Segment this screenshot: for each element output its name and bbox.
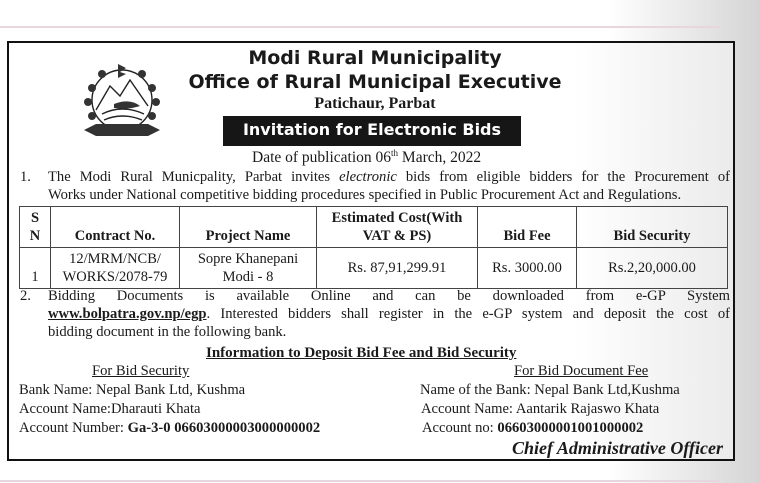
cell-contract-no: 12/MRM/NCB/ WORKS/2078-79 [51, 248, 180, 289]
office-name: Office of Rural Municipal Executive [188, 71, 562, 93]
bid-security-heading: For Bid Security [92, 363, 190, 379]
paragraph-1-line-1: The Modi Rural Municpality, Parbat invites electronic bids from eligible bidders for the Procurement of [48, 169, 730, 185]
paragraph-1-number: 1. [20, 169, 31, 185]
paragraph-2-line-1: Bidding Documents is available Online and can be downloaded from e-GP System [48, 288, 730, 304]
paragraph-2-line-2: www.bolpatra.gov.np/egp. Interested bidders shall register in the e-GP system and deposit the cost of [48, 306, 730, 322]
bid-document-fee-account-number: Account no: 06603000001001000002 [422, 420, 644, 436]
bid-document-fee-account-name: Account Name: Aantarik Rajaswo Khata [421, 401, 660, 417]
deposit-info-heading: Information to Deposit Bid Fee and Bid Security [206, 345, 517, 361]
bid-security-account-name: Account Name:Dharauti Khata [19, 401, 201, 417]
paragraph-1 [20, 168, 730, 204]
table-row [20, 248, 728, 289]
paragraph-2 [20, 287, 730, 343]
cell-sn: 1 [20, 248, 51, 289]
publication-date: Date of publication 06th March, 2022 [252, 148, 482, 167]
bolpatra-link[interactable]: www.bolpatra.gov.np/egp [48, 306, 207, 322]
table-header-row [20, 207, 728, 248]
header-estimated-cost: Estimated Cost(With VAT & PS) [317, 207, 478, 248]
header-contract-no: Contract No. [51, 207, 180, 248]
bottom-divider [0, 480, 720, 482]
paragraph-1-line-2: Works under National competitive bidding procedures specified in Public Procurement Act and Regulations. [48, 187, 682, 203]
cell-estimated-cost: Rs. 87,91,299.91 [317, 248, 478, 289]
invitation-banner: Invitation for Electronic Bids [223, 116, 521, 146]
header-bid-fee: Bid Fee [478, 207, 577, 248]
cell-project-name: Sopre Khanepani Modi - 8 [180, 248, 317, 289]
header-bid-security: Bid Security [577, 207, 728, 248]
header-sn: S N [20, 207, 51, 248]
location: Patichaur, Parbat [314, 95, 436, 112]
paragraph-2-line-3: bidding document in the following bank. [48, 324, 287, 340]
bid-security-bank-name: Bank Name: Nepal Bank Ltd, Kushma [19, 382, 246, 398]
signature-title: Chief Administrative Officer [512, 438, 723, 458]
cell-bid-security: Rs.2,20,000.00 [577, 248, 728, 289]
bid-document-fee-heading: For Bid Document Fee [514, 363, 649, 379]
header-project-name: Project Name [180, 207, 317, 248]
bid-security-account-number: Account Number: Ga-3-0 06603000003000000002 [19, 420, 321, 436]
top-divider [0, 26, 720, 28]
bids-table [19, 206, 728, 289]
cell-bid-fee: Rs. 3000.00 [478, 248, 577, 289]
bid-document-fee-bank-name: Name of the Bank: Nepal Bank Ltd,Kushma [420, 382, 680, 398]
paragraph-2-number: 2. [20, 288, 31, 304]
org-name: Modi Rural Municipality [248, 47, 502, 69]
